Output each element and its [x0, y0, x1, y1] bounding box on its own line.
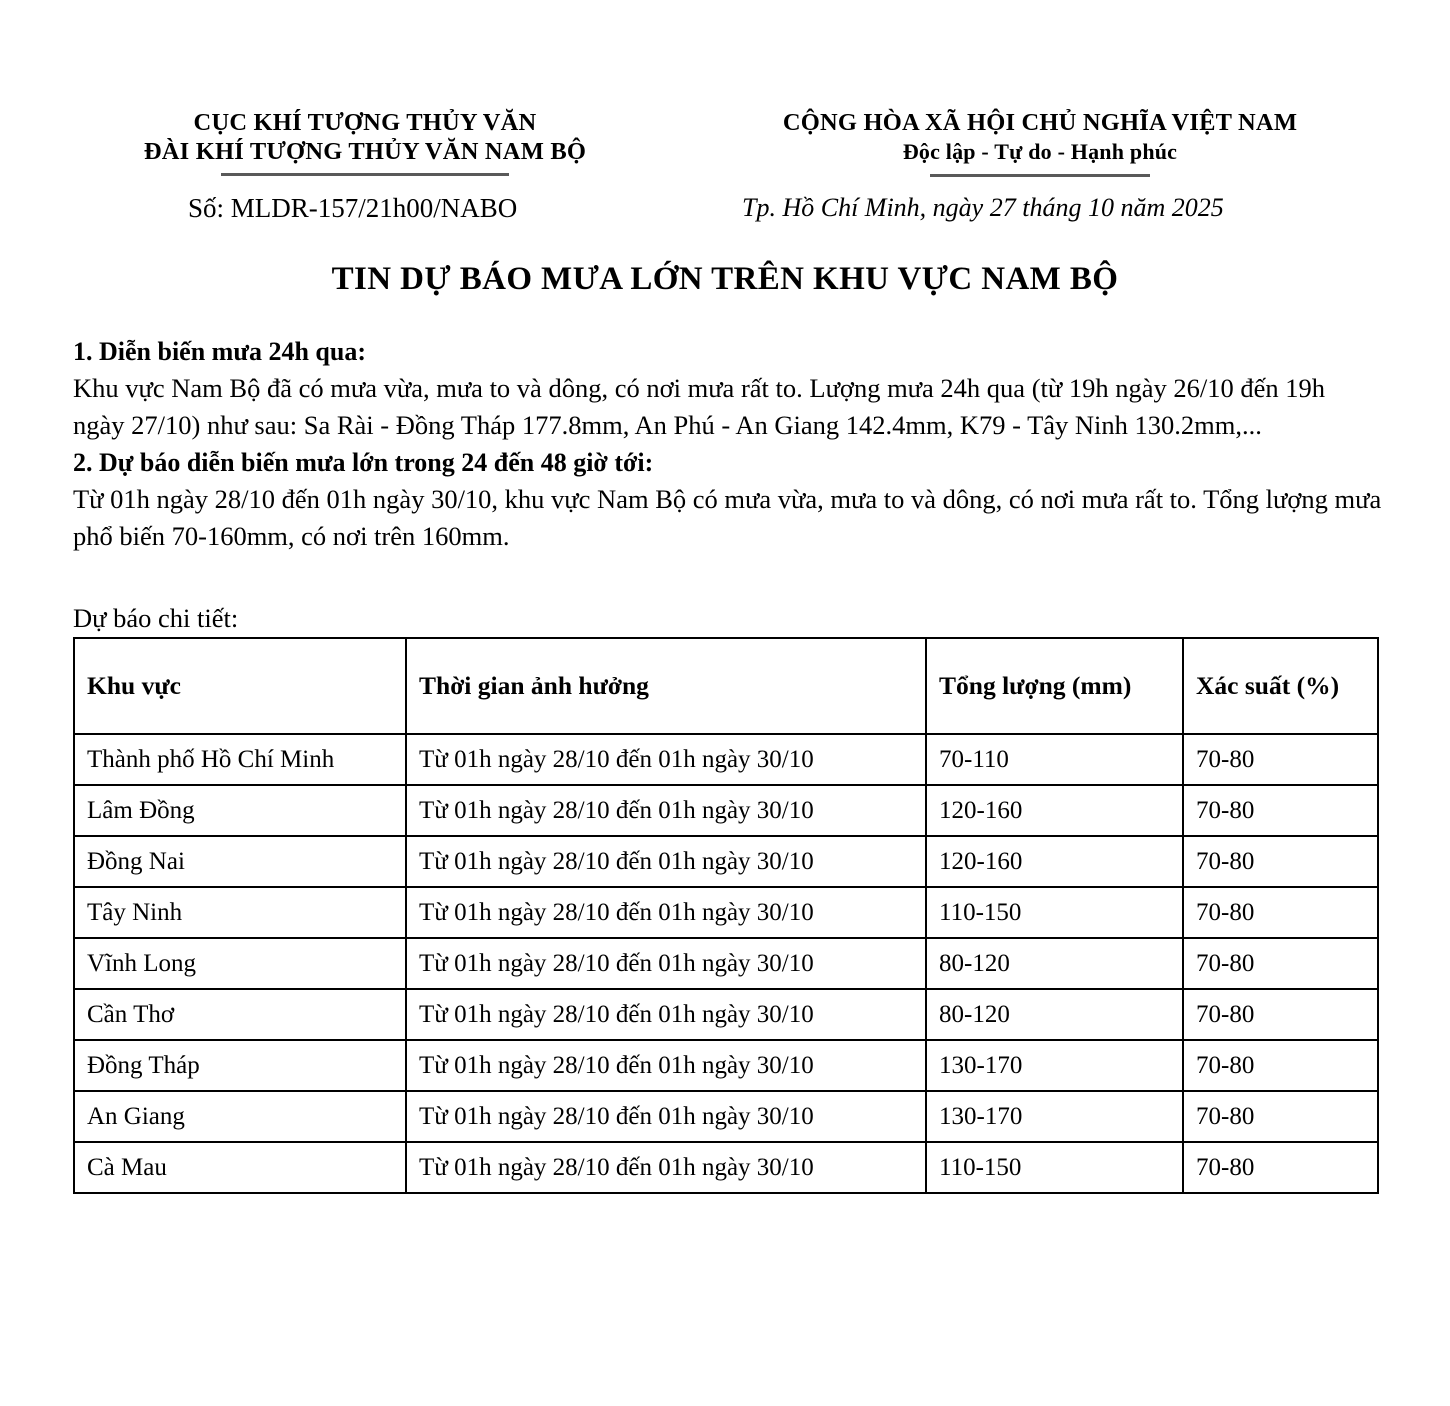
cell-total: 110-150: [926, 887, 1183, 938]
authority-office-name: ĐÀI KHÍ TƯỢNG THỦY VĂN NAM BỘ: [143, 138, 587, 165]
column-header-time: Thời gian ảnh hưởng: [406, 638, 926, 734]
column-header-area: Khu vực: [74, 638, 406, 734]
cell-total: 130-170: [926, 1040, 1183, 1091]
cell-area: Thành phố Hồ Chí Minh: [74, 734, 406, 785]
cell-time: Từ 01h ngày 28/10 đến 01h ngày 30/10: [406, 785, 926, 836]
cell-area: Vĩnh Long: [74, 938, 406, 989]
cell-prob: 70-80: [1183, 989, 1378, 1040]
cell-total: 120-160: [926, 836, 1183, 887]
column-header-total: Tổng lượng (mm): [926, 638, 1183, 734]
cell-total: 70-110: [926, 734, 1183, 785]
cell-prob: 70-80: [1183, 887, 1378, 938]
table-row: [74, 836, 1378, 887]
table-row: [74, 734, 1378, 785]
national-underline-rule: [930, 174, 1150, 177]
cell-prob: 70-80: [1183, 836, 1378, 887]
cell-prob: 70-80: [1183, 1091, 1378, 1142]
cell-time: Từ 01h ngày 28/10 đến 01h ngày 30/10: [406, 1091, 926, 1142]
cell-total: 120-160: [926, 785, 1183, 836]
cell-prob: 70-80: [1183, 734, 1378, 785]
cell-time: Từ 01h ngày 28/10 đến 01h ngày 30/10: [406, 1040, 926, 1091]
masthead: [0, 108, 1450, 177]
page-title: TIN DỰ BÁO MƯA LỚN TRÊN KHU VỰC NAM BỘ: [331, 261, 1119, 297]
cell-prob: 70-80: [1183, 1040, 1378, 1091]
table-row: [74, 1142, 1378, 1193]
national-heading-block: [720, 108, 1360, 177]
cell-time: Từ 01h ngày 28/10 đến 01h ngày 30/10: [406, 887, 926, 938]
table-header-row: [74, 638, 1378, 734]
cell-area: Đồng Nai: [74, 836, 406, 887]
cell-area: Đồng Tháp: [74, 1040, 406, 1091]
section-1-body: Khu vực Nam Bộ đã có mưa vừa, mưa to và dông, có nơi mưa rất to. Lượng mưa 24h qua (từ 19h ngày 26/10 đến 19h ngày 27/10) như sau: Sa Rài - Đồng Tháp 177.8mm, An Phú - An Giang 142.4mm, K79 - Tây Ninh 130.2mm,...: [73, 373, 1326, 440]
table-body: [74, 734, 1378, 1193]
table-row: [74, 887, 1378, 938]
table-header: [74, 638, 1378, 734]
cell-time: Từ 01h ngày 28/10 đến 01h ngày 30/10: [406, 989, 926, 1040]
table-row: [74, 785, 1378, 836]
cell-total: 80-120: [926, 938, 1183, 989]
issuing-authority-block: [55, 108, 675, 177]
cell-time: Từ 01h ngày 28/10 đến 01h ngày 30/10: [406, 836, 926, 887]
section-2-heading: 2. Dự báo diễn biến mưa lớn trong 24 đến 48 giờ tới:: [73, 448, 654, 477]
section-1-heading: 1. Diễn biến mưa 24h qua:: [73, 337, 366, 366]
table-row: [74, 1091, 1378, 1142]
national-title: CỘNG HÒA XÃ HỘI CHỦ NGHĨA VIỆT NAM: [782, 109, 1298, 136]
cell-area: Cần Thơ: [74, 989, 406, 1040]
cell-area: Lâm Đồng: [74, 785, 406, 836]
cell-area: Tây Ninh: [74, 887, 406, 938]
document-number-row: [0, 190, 1450, 230]
cell-prob: 70-80: [1183, 1142, 1378, 1193]
cell-prob: 70-80: [1183, 785, 1378, 836]
authority-parent-name: CỤC KHÍ TƯỢNG THỦY VĂN: [193, 109, 537, 136]
cell-area: An Giang: [74, 1091, 406, 1142]
cell-time: Từ 01h ngày 28/10 đến 01h ngày 30/10: [406, 938, 926, 989]
cell-area: Cà Mau: [74, 1142, 406, 1193]
forecast-table-wrapper: [73, 637, 1377, 1194]
cell-total: 130-170: [926, 1091, 1183, 1142]
cell-prob: 70-80: [1183, 938, 1378, 989]
table-caption: Dự báo chi tiết:: [73, 603, 239, 633]
authority-underline-rule: [221, 173, 509, 176]
document-number: Số: MLDR-157/21h00/NABO: [188, 193, 518, 223]
table-row: [74, 938, 1378, 989]
section-2-body: Từ 01h ngày 28/10 đến 01h ngày 30/10, khu vực Nam Bộ có mưa vừa, mưa to và dông, có nơi mưa rất to. Tổng lượng mưa phổ biến 70-160mm, có nơi trên 160mm.: [73, 484, 1382, 551]
cell-total: 80-120: [926, 989, 1183, 1040]
table-row: [74, 1040, 1378, 1091]
place-and-date-line: Tp. Hồ Chí Minh, ngày 27 tháng 10 năm 2025: [742, 193, 1224, 222]
column-header-prob: Xác suất (%): [1183, 638, 1378, 734]
document-body: [73, 333, 1383, 555]
table-row: [74, 989, 1378, 1040]
cell-total: 110-150: [926, 1142, 1183, 1193]
forecast-table: [73, 637, 1379, 1194]
cell-time: Từ 01h ngày 28/10 đến 01h ngày 30/10: [406, 734, 926, 785]
national-motto: Độc lập - Tự do - Hạnh phúc: [902, 139, 1178, 164]
cell-time: Từ 01h ngày 28/10 đến 01h ngày 30/10: [406, 1142, 926, 1193]
